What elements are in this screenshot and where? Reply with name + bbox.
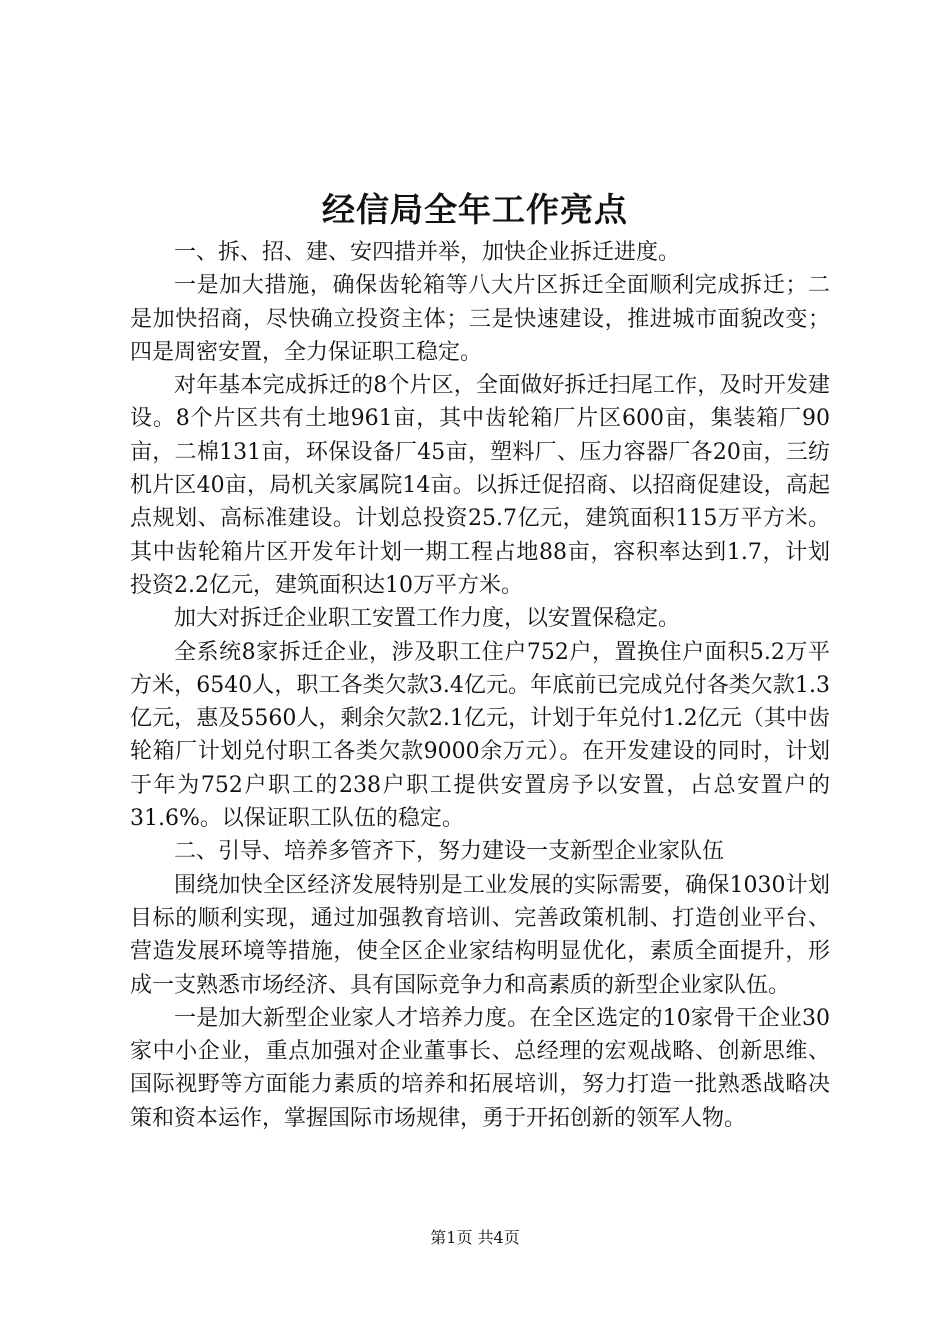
paragraph: 一是加大新型企业家人才培养力度。在全区选定的10家骨干企业30家中小企业，重点加强对企业董事长、总经理的宏观战略、创新思维、国际视野等方面能力素质的培养和拓展培训，努力打造一批熟悉战略决策和资本运作，掌握国际市场规律，勇于开拓创新的领军人物。 [130, 1005, 830, 1131]
document-body [130, 236, 830, 1135]
paragraph: 加大对拆迁企业职工安置工作力度，以安置保稳定。 [174, 606, 681, 632]
paragraph-heading-2: 二、引导、培养多管齐下，努力建设一支新型企业家队伍 [174, 839, 725, 865]
paragraph: 一是加大措施，确保齿轮箱等八大片区拆迁全面顺利完成拆迁；二是加快招商，尽快确立投资主体；三是快速建设，推进城市面貌改变；四是周密安置，全力保证职工稳定。 [130, 273, 830, 365]
document-title: 经信局全年工作亮点 [322, 190, 628, 229]
paragraph: 围绕加快全区经济发展特别是工业发展的实际需要，确保1030计划目标的顺利实现，通过加强教育培训、完善政策机制、打造创业平台、营造发展环境等措施，使全区企业家结构明显优化，素质全面提升，形成一支熟悉市场经济、具有国际竞争力和高素质的新型企业家队伍。 [130, 872, 830, 998]
paragraph: 对年基本完成拆迁的8个片区，全面做好拆迁扫尾工作，及时开发建设。8个片区共有土地961亩，其中齿轮箱厂片区600亩，集装箱厂90亩，二棉131亩，环保设备厂45亩，塑料厂、压力容器厂各20亩，三纺机片区40亩，局机关家属院14亩。以拆迁促招商、以招商促建设，高起点规划、高标准建设。计划总投资25.7亿元，建筑面积115万平方米。其中齿轮箱片区开发年计划一期工程占地88亩，容积率达到1.7，计划投资2.2亿元，建筑面积达10万平方米。 [130, 373, 830, 598]
paragraph: 全系统8家拆迁企业，涉及职工住户752户，置换住户面积5.2万平方米，6540人，职工各类欠款3.4亿元。年底前已完成兑付各类欠款1.3亿元，惠及5560人，剩余欠款2.1亿元，计划于年兑付1.2亿元（其中齿轮箱厂计划兑付职工各类欠款9000余万元）。在开发建设的同时，计划于年为752户职工的238户职工提供安置房予以安置，占总安置户的31.6%。以保证职工队伍的稳定。 [130, 639, 830, 832]
page-footer: 第1页 共4页 [430, 1228, 520, 1247]
paragraph-heading-1: 一、拆、招、建、安四措并举，加快企业拆迁进度。 [174, 240, 681, 265]
